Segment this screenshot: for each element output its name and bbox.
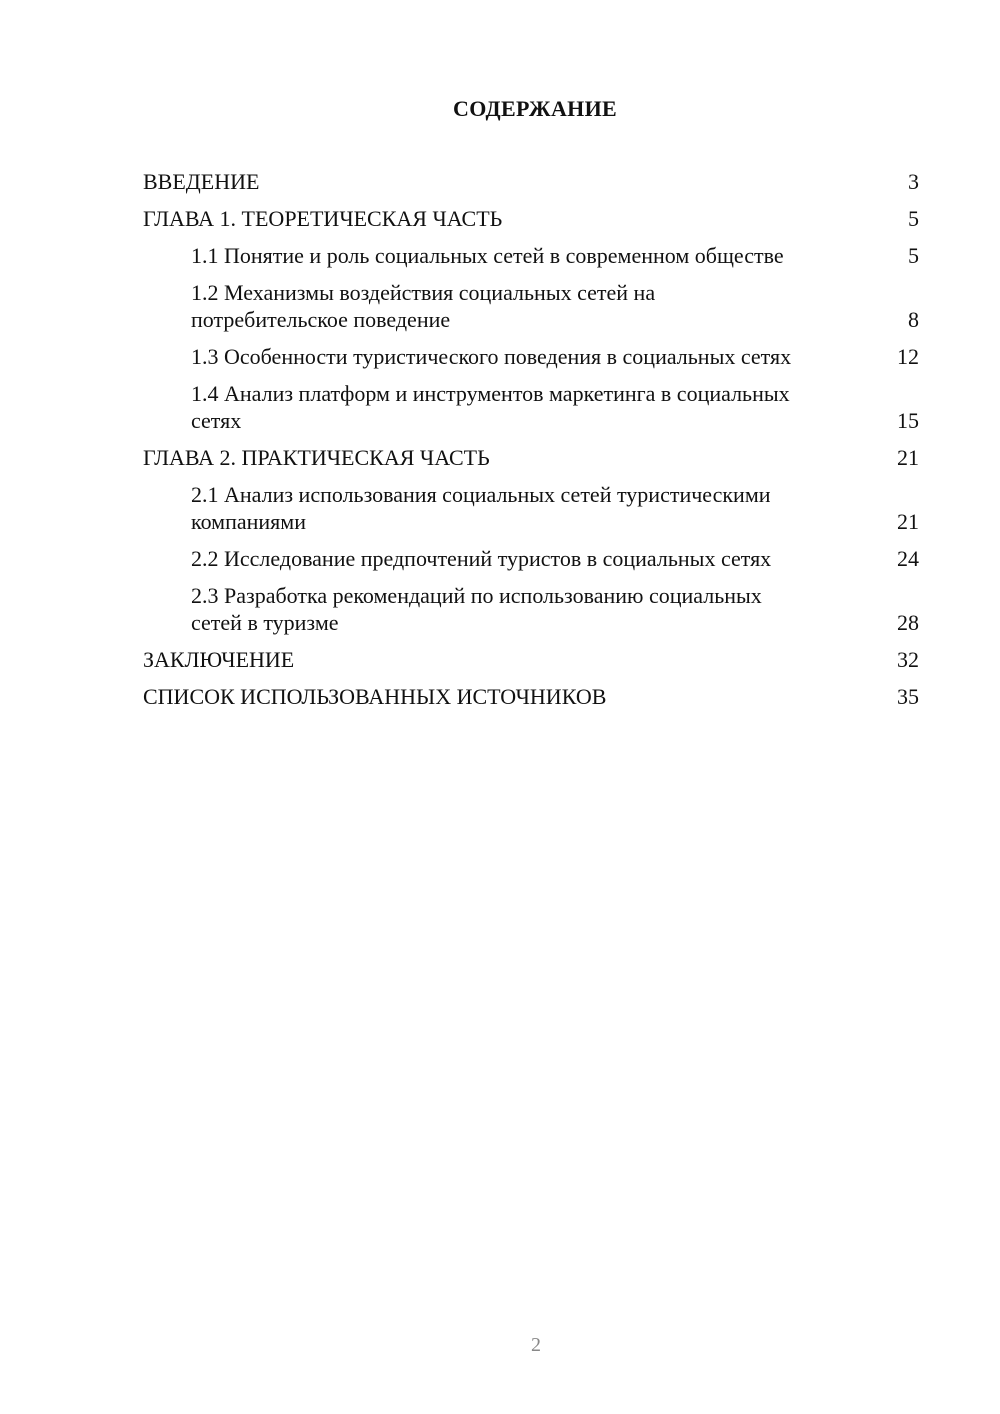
toc-entry-conclusion[interactable] [143,646,919,673]
table-of-contents [143,168,919,720]
toc-entry-page: 3 [908,169,919,194]
toc-entry-page: 8 [908,307,919,332]
toc-entry-page: 5 [908,243,919,268]
toc-entry-chapter-1[interactable] [143,205,919,232]
toc-entry-section-2-2[interactable] [143,545,919,572]
toc-entry-text: 1.2 Механизмы воздействия социальных сетей на потребительское поведение [191,280,656,332]
toc-entry-section-1-4[interactable] [143,380,919,434]
page-number: 2 [531,1334,541,1356]
toc-entry-section-1-1[interactable] [143,242,919,269]
toc-entry-page: 24 [897,546,919,571]
toc-entry-page: 12 [897,344,919,369]
toc-entry-text: 1.1 Понятие и роль социальных сетей в современном обществе [191,243,784,268]
toc-entry-references[interactable] [143,683,919,710]
page-title: СОДЕРЖАНИЕ [453,96,617,121]
toc-entry-introduction[interactable] [143,168,919,195]
toc-entry-section-2-1[interactable] [143,481,919,535]
toc-entry-page: 28 [897,610,919,635]
toc-entry-section-2-3[interactable] [143,582,919,636]
toc-entry-page: 5 [908,206,919,231]
toc-entry-page: 15 [897,408,919,433]
toc-entry-section-1-2[interactable] [143,279,919,333]
toc-entry-text: 2.2 Исследование предпочтений туристов в социальных сетях [191,546,772,571]
toc-entry-text: 2.1 Анализ использования социальных сетей туристическими компаниями [191,482,771,534]
toc-entry-page: 21 [897,445,919,470]
toc-entry-page: 21 [897,509,919,534]
toc-entry-chapter-2[interactable] [143,444,919,471]
toc-entry-section-1-3[interactable] [143,343,919,370]
toc-entry-text: ЗАКЛЮЧЕНИЕ [143,647,295,672]
toc-entry-text: ВВЕДЕНИЕ [143,169,260,194]
toc-entry-text: 1.4 Анализ платформ и инструментов маркетинга в социальных сетях [191,381,790,433]
toc-entry-text: СПИСОК ИСПОЛЬЗОВАННЫХ ИСТОЧНИКОВ [143,684,607,709]
toc-entry-text: 2.3 Разработка рекомендаций по использованию социальных сетей в туризме [191,583,762,635]
toc-entry-text: ГЛАВА 2. ПРАКТИЧЕСКАЯ ЧАСТЬ [143,445,490,470]
toc-entry-text: 1.3 Особенности туристического поведения в социальных сетях [191,344,792,369]
toc-entry-page: 32 [897,647,919,672]
toc-entry-text: ГЛАВА 1. ТЕОРЕТИЧЕСКАЯ ЧАСТЬ [143,206,503,231]
toc-entry-page: 35 [897,684,919,709]
